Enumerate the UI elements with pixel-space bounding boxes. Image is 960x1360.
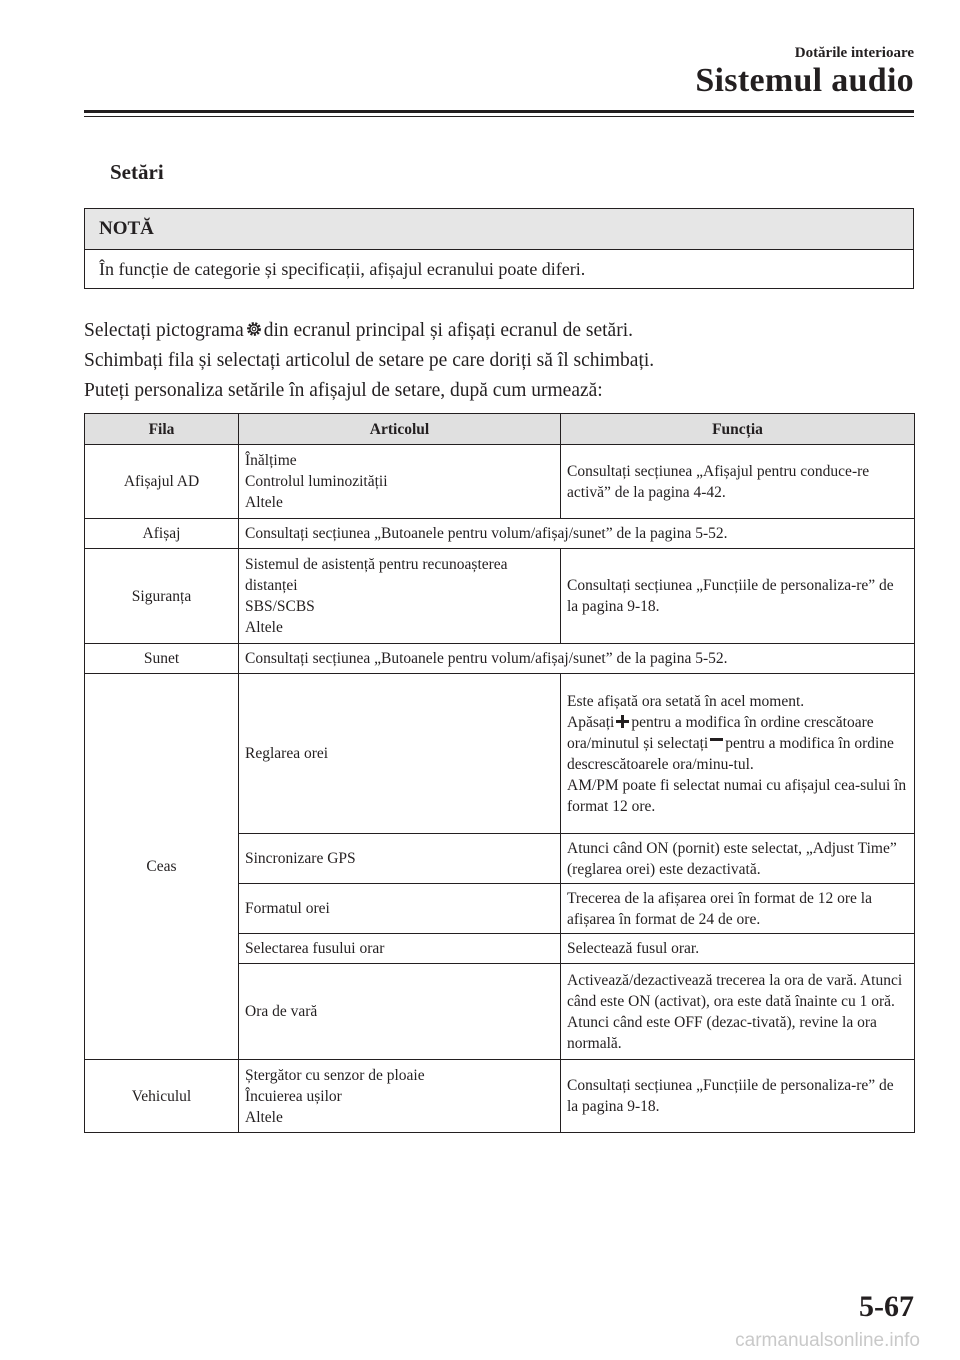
page-number: 5-67 [859,1290,914,1323]
intro-line-1-a: Selectați pictograma [84,320,244,341]
header-rule-thin [84,116,914,117]
settings-table [84,413,915,1133]
item-line: SBS/SCBS [245,598,315,615]
tab-cell: Afișaj [85,519,239,549]
item-line: Încuierea ușilor [245,1087,342,1105]
minus-icon [710,736,723,749]
table-row [85,1060,915,1133]
intro-line-1-b: din ecranul principal și afișați ecranul de setări. [263,320,633,341]
function-cell: Selectează fusul orar. [561,934,915,964]
item-cell [239,549,561,644]
section-heading: Sistemul audio [695,62,914,99]
plus-icon [616,715,629,728]
col-header-fila: Fila [85,414,239,445]
item-line: Ștergător cu senzor de ploaie [245,1066,425,1084]
function-cell: Trecerea de la afișarea orei în format de 12 ore la afișarea în format de 24 de ore. [561,884,915,934]
item-cell [239,445,561,519]
function-text: Apăsați [567,713,615,731]
note-heading: NOTĂ [85,209,913,250]
table-row [85,674,915,834]
tab-cell: Ceas [85,674,239,1060]
tab-cell: Vehiculul [85,1060,239,1133]
chapter-label: Dotările interioare [794,45,914,61]
item-cell: Sincronizare GPS [239,834,561,884]
function-cell: Atunci când ON (pornit) este selectat, „Adjust Time” (reglarea orei) este dezactivată. [561,834,915,884]
function-cell: Consultați secțiunea „Funcțiile de personaliza-re” de la pagina 9-18. [561,1060,915,1133]
function-cell [561,674,915,834]
function-cell: Activează/dezactivează trecerea la ora de vară. Atunci când este ON (activat), ora este dată înainte cu 1 oră. Atunci când este OFF (dezac-tivată), revine la ora normală. [561,964,915,1060]
item-line: Altele [245,1108,283,1126]
watermark: carmanualsonline.info [735,1330,920,1351]
note-text: În funcție de categorie și specificații, afișajul ecranului poate diferi. [99,259,586,279]
tab-cell: Sunet [85,644,239,674]
table-row [85,644,915,674]
function-text: pentru a modifica în ordine crescătoare ora/minutul și selectați [567,713,874,752]
item-cell [239,1060,561,1133]
intro-line-2: Schimbați fila și selectați articolul de setare pe care doriți să îl schimbați. [84,350,655,371]
table-header-row [85,414,915,445]
col-header-functia: Funcția [561,414,915,445]
item-cell: Ora de vară [239,964,561,1060]
item-line: Altele [245,494,283,511]
gear-icon [245,320,263,338]
item-line: Sistemul de asistență pentru recunoașterea distanței [245,556,508,594]
note-box [84,208,914,289]
function-cell: Consultați secțiunea „Afișajul pentru conduce-re activă” de la pagina 4-42. [561,445,915,519]
function-text: pentru a modifica în ordine descrescătoarele ora/minu-tul. [567,734,894,773]
item-cell: Selectarea fusului orar [239,934,561,964]
intro-line-1 [84,320,633,342]
col-header-articolul: Articolul [239,414,561,445]
item-line: Înălțime [245,452,297,469]
page-title: Setări [110,160,164,184]
intro-line-3: Puteți personaliza setările în afișajul de setare, după cum urmează: [84,380,603,401]
header-rule [84,110,914,113]
function-line [567,712,908,775]
table-row [85,549,915,644]
function-cell: Consultați secțiunea „Funcțiile de personaliza-re” de la pagina 9-18. [561,549,915,644]
item-cell: Reglarea orei [239,674,561,834]
item-cell: Formatul orei [239,884,561,934]
function-line: AM/PM poate fi selectat numai cu afișajul cea-sului în format 12 ore. [567,776,907,815]
table-row [85,519,915,549]
merged-cell: Consultați secțiunea „Butoanele pentru volum/afișaj/sunet” de la pagina 5-52. [239,644,915,674]
table-row [85,445,915,519]
item-line: Controlul luminozității [245,473,388,490]
item-line: Altele [245,619,283,636]
tab-cell: Afișajul AD [85,445,239,519]
function-line: Este afișată ora setată în acel moment. [567,692,805,710]
merged-cell: Consultați secțiunea „Butoanele pentru volum/afișaj/sunet” de la pagina 5-52. [239,519,915,549]
tab-cell: Siguranța [85,549,239,644]
